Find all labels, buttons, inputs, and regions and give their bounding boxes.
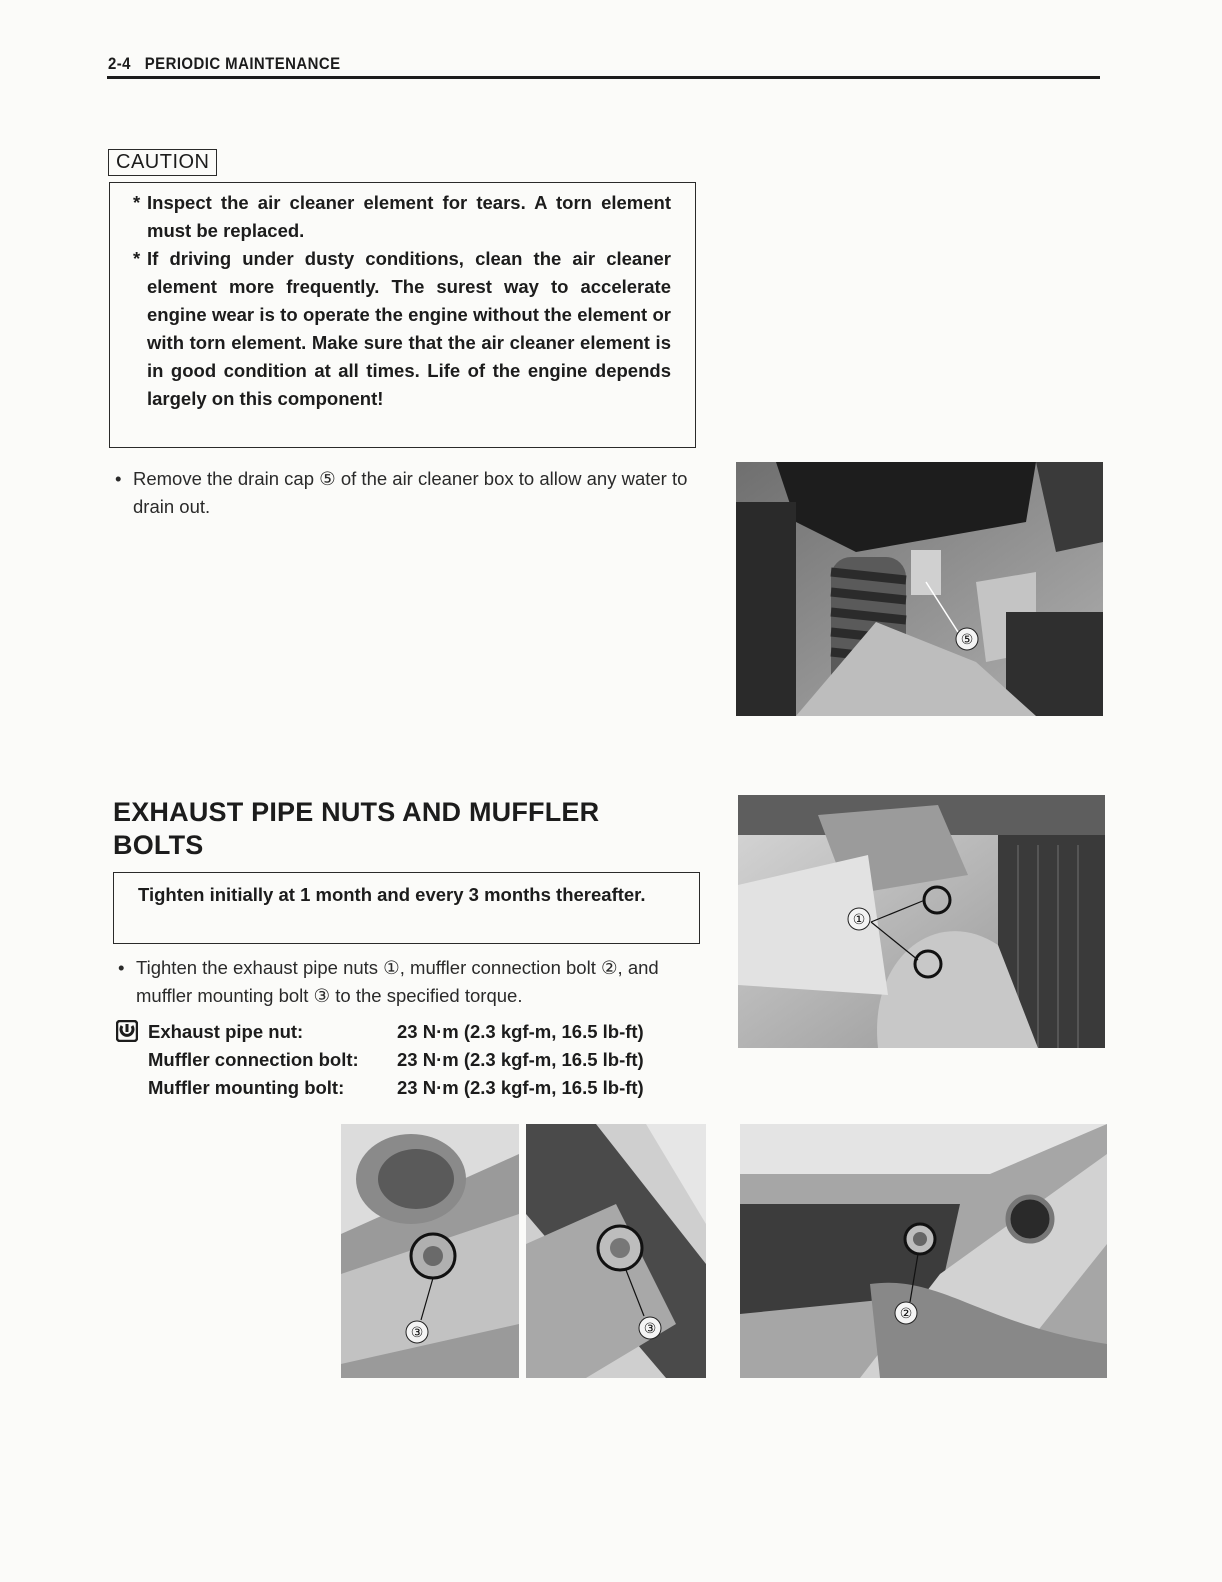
mounting-bolt-photo-right <box>526 1124 706 1378</box>
section-title: PERIODIC MAINTENANCE <box>144 54 341 73</box>
spec-label: Muffler connection bolt: <box>148 1049 359 1070</box>
callout-3: ③ <box>643 1321 657 1337</box>
exhaust-heading: EXHAUST PIPE NUTS AND MUFFLER BOLTS <box>113 797 600 860</box>
connection-bolt-photo <box>740 1124 1107 1378</box>
spec-label: Muffler mounting bolt: <box>148 1077 345 1098</box>
mounting-bolt-photo-left <box>341 1124 519 1378</box>
caution-item: * Inspect the air cleaner element for tears. A torn element must be replaced. <box>133 192 671 241</box>
exhaust-nut-photo <box>738 795 1105 1048</box>
header-rule <box>107 76 1100 79</box>
interval-box <box>113 872 700 944</box>
spec-label: Exhaust pipe nut: <box>148 1021 304 1042</box>
spec-value: 23 N·m (2.3 kgf-m, 16.5 lb-ft) <box>397 1049 644 1070</box>
exhaust-step: • Tighten the exhaust pipe nuts ①, muffler connection bolt ②, and muffler mounting bolt ③ to the specified torque. <box>118 957 659 1006</box>
callout-2: ② <box>899 1306 913 1322</box>
spec-row <box>148 1046 359 1074</box>
spec-row <box>148 1074 344 1102</box>
callout-3: ③ <box>410 1325 424 1341</box>
caution-item: * If driving under dusty conditions, clean the air cleaner element more frequently. The surest way to accelerate engine wear is to operate the engine without the element or with torn element. Make sure that the air cleaner element is in good condition at all times. Life of the engine depends largely on this component! <box>133 248 671 409</box>
torque-wrench-icon <box>116 1020 138 1042</box>
page-header <box>108 54 341 74</box>
caution-box <box>109 182 696 448</box>
section-number: 2-4 <box>108 54 131 73</box>
spec-value: 23 N·m (2.3 kgf-m, 16.5 lb-ft) <box>397 1077 644 1098</box>
drain-step: • Remove the drain cap ⑤ of the air cleaner box to allow any water to drain out. <box>115 468 688 517</box>
spec-value: 23 N·m (2.3 kgf-m, 16.5 lb-ft) <box>397 1021 644 1042</box>
drain-cap-photo <box>736 462 1103 716</box>
callout-5: ⑤ <box>960 632 974 648</box>
callout-1: ① <box>852 912 866 928</box>
spec-row <box>148 1018 303 1046</box>
caution-label: CAUTION <box>108 149 217 176</box>
interval-text: Tighten initially at 1 month and every 3 months thereafter. <box>138 884 646 905</box>
